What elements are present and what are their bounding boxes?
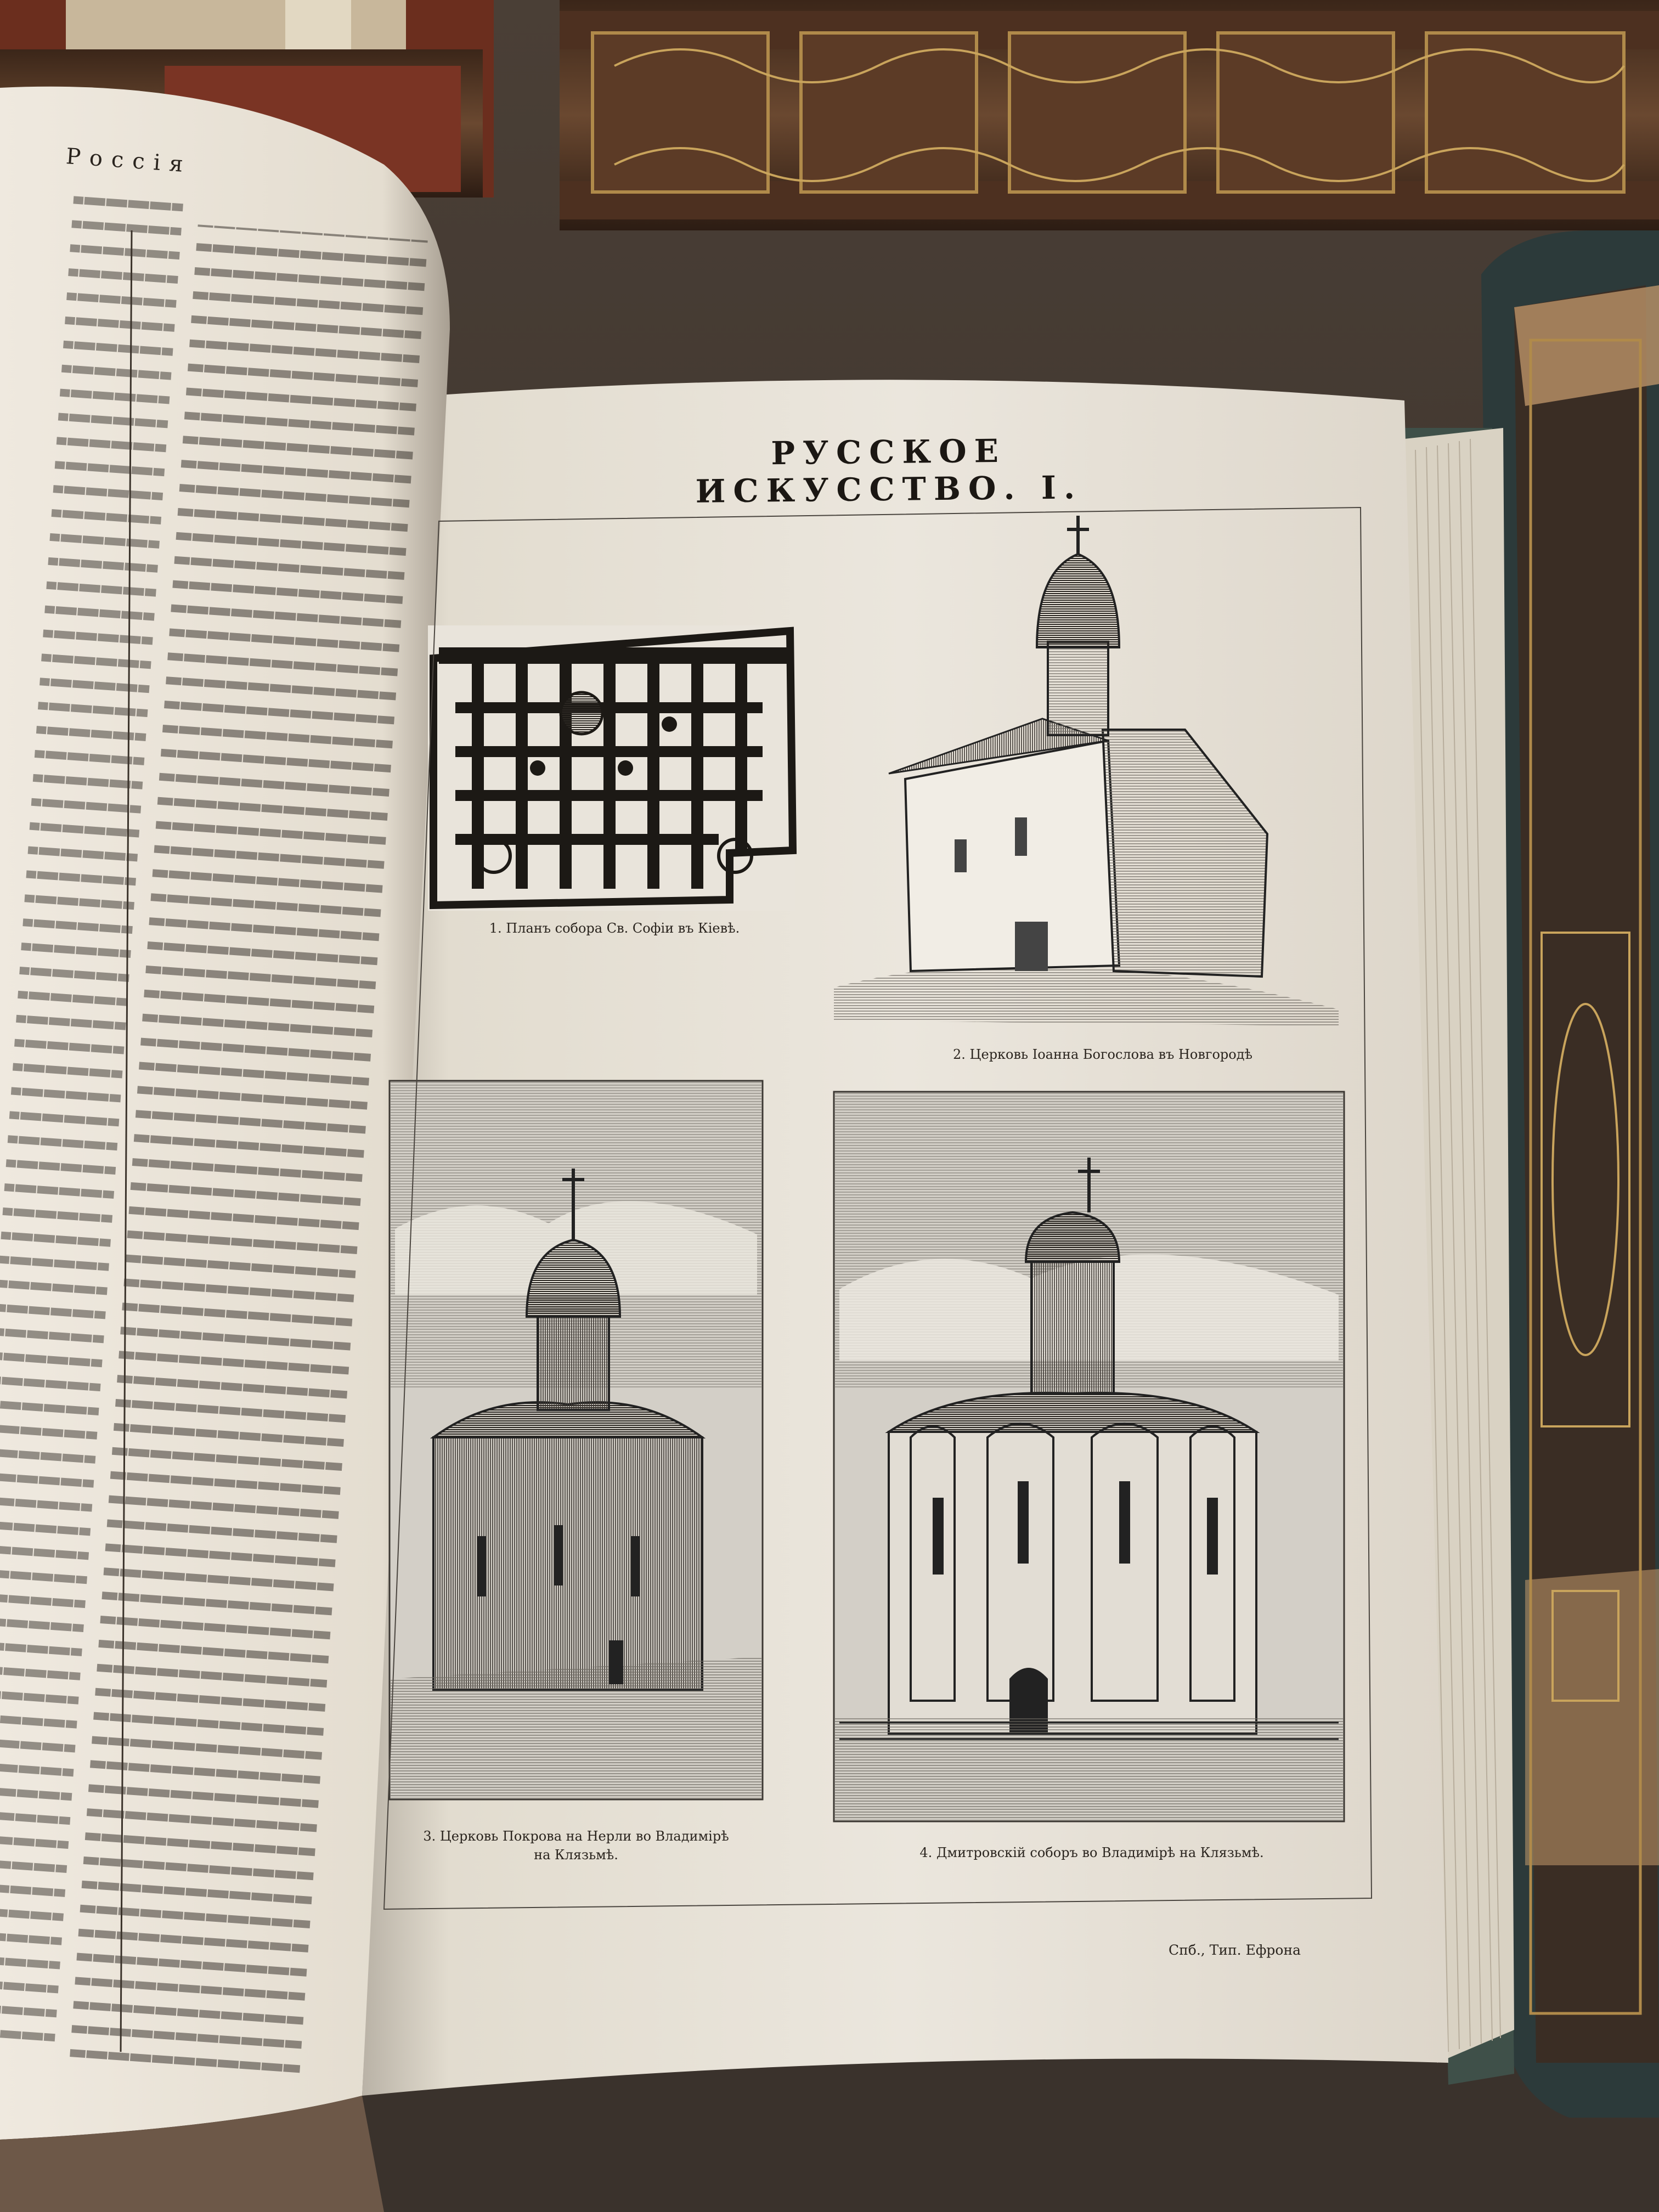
leather-book-row-top: [560, 0, 1659, 230]
fig4-cathedral-engraving: [834, 1092, 1344, 1821]
fig4-caption-line: 4. Дмитровскій соборъ во Владимірѣ на Клязьмѣ.: [919, 1845, 1264, 1860]
running-head: РУССКОЕ ИСКУССТВО. I.: [695, 432, 1083, 510]
fig1-floor-plan: [428, 625, 795, 911]
fig1-caption: [433, 919, 795, 938]
fig3-caption-line-1: 3. Церковь Покрова на Нерли во Владимірѣ: [423, 1829, 729, 1844]
fig3-caption: [379, 1827, 774, 1864]
fig4-caption: [834, 1843, 1350, 1862]
fig3-church-engraving: [390, 1081, 763, 1799]
printer-imprint: Спб., Тип. Ефрона: [1169, 1942, 1301, 1958]
fig3-caption-line-2: на Клязьмѣ.: [534, 1847, 618, 1863]
fig1-caption-line: 1. Планъ собора Св. Софіи въ Кіевѣ.: [489, 921, 740, 936]
left-page-heading: Россія: [65, 144, 193, 178]
fig2-caption-line: 2. Церковь Іоанна Богослова въ Новгородѣ: [953, 1047, 1252, 1062]
fig2-caption: [878, 1045, 1328, 1064]
